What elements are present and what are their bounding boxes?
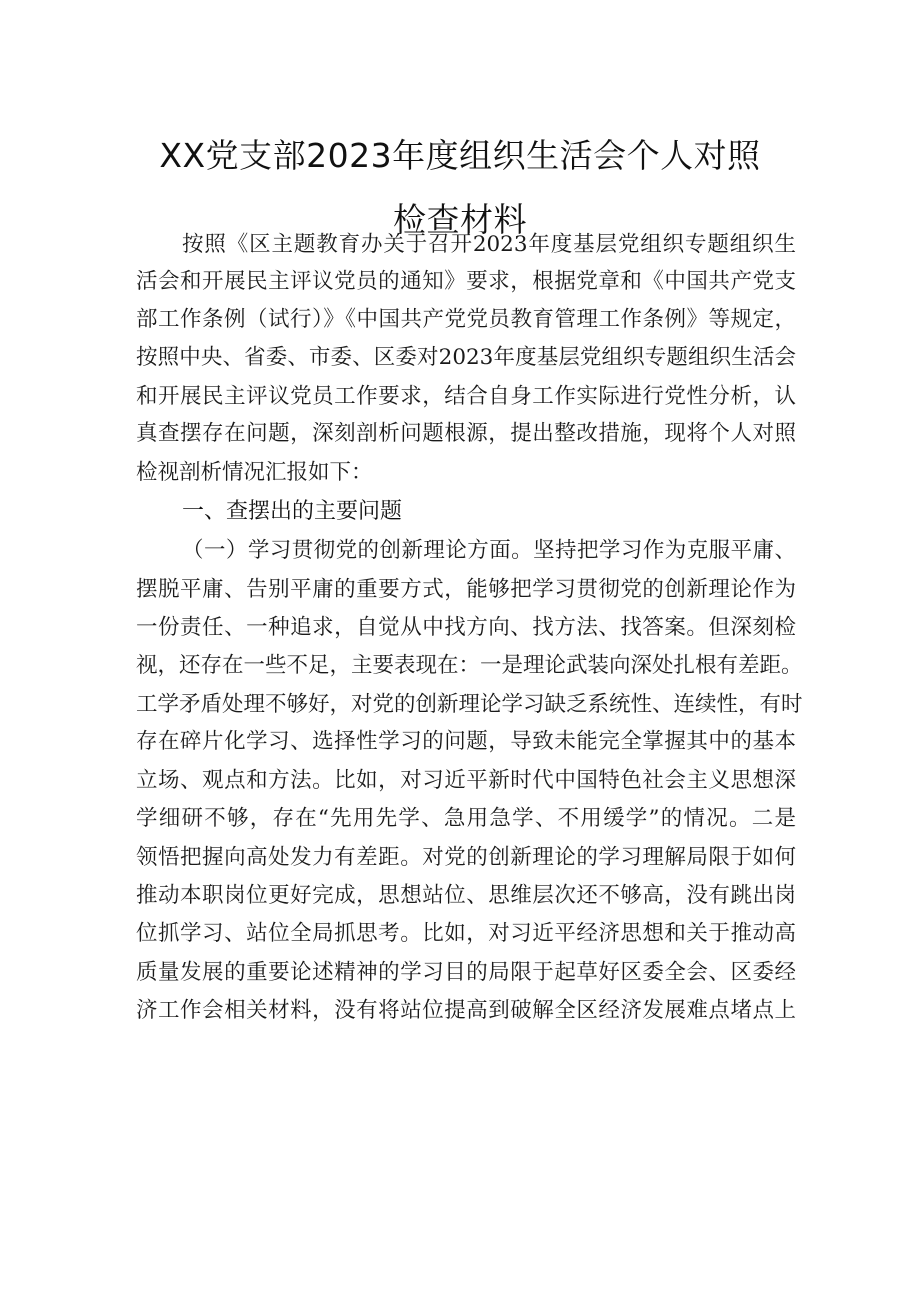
body-line: 存在碎片化学习、选择性学习的问题，导致未能完全掌握其中的基本 [136, 729, 796, 754]
body-line: 推动本职岗位更好完成，思想站位、思维层次还不够高，没有跳出岗 [136, 883, 796, 908]
section-heading: 一、查摆出的主要问题 [182, 499, 403, 524]
body-line: 济工作会相关材料，没有将站位提高到破解全区经济发展难点堵点上 [136, 998, 796, 1023]
intro-line: 活会和开展民主评议党员的通知》要求，根据党章和《中国共产党支 [136, 269, 796, 294]
document-title-line-2: 检查材料 [393, 200, 527, 239]
body-line: 一份责任、一种追求，自觉从中找方向、找方法、找答案。但深刻检 [136, 615, 796, 640]
intro-line: 部工作条例（试行）》《中国共产党党员教育管理工作条例》等规定， [136, 307, 796, 332]
body-line: 视，还存在一些不足，主要表现在：一是理论武装向深处扎根有差距。 [136, 653, 803, 678]
body-line: 位抓学习、站位全局抓思考。比如，对习近平经济思想和关于推动高 [136, 921, 796, 946]
body-line: 学细研不够，存在“先用先学、急用急学、不用缓学”的情况。二是 [136, 806, 796, 831]
intro-line: 检视剖析情况汇报如下： [136, 460, 373, 485]
body-line: 工学矛盾处理不够好，对党的创新理论学习缺乏系统性、连续性，有时 [136, 692, 803, 717]
body-line: 领悟把握向高处发力有差距。对党的创新理论的学习理解局限于如何 [136, 845, 796, 870]
intro-line: 按照中央、省委、市委、区委对2023年度基层党组织专题组织生活会 [136, 345, 796, 370]
intro-line: 和开展民主评议党员工作要求，结合自身工作实际进行党性分析，认 [136, 384, 796, 409]
intro-line: 真查摆存在问题，深刻剖析问题根源，提出整改措施，现将个人对照 [136, 421, 796, 446]
body-line: 摆脱平庸、告别平庸的重要方式，能够把学习贯彻党的创新理论作为 [136, 577, 796, 602]
document-title-line-1: XX党支部2023年度组织生活会个人对照 [159, 136, 761, 175]
body-line: 质量发展的重要论述精神的学习目的局限于起草好区委全会、区委经 [136, 960, 796, 985]
intro-line: 按照《区主题教育办关于召开2023年度基层党组织专题组织生 [182, 232, 796, 257]
body-line: （一）学习贯彻党的创新理论方面。坚持把学习作为克服平庸、 [182, 538, 796, 563]
body-line: 立场、观点和方法。比如，对习近平新时代中国特色社会主义思想深 [136, 768, 796, 793]
